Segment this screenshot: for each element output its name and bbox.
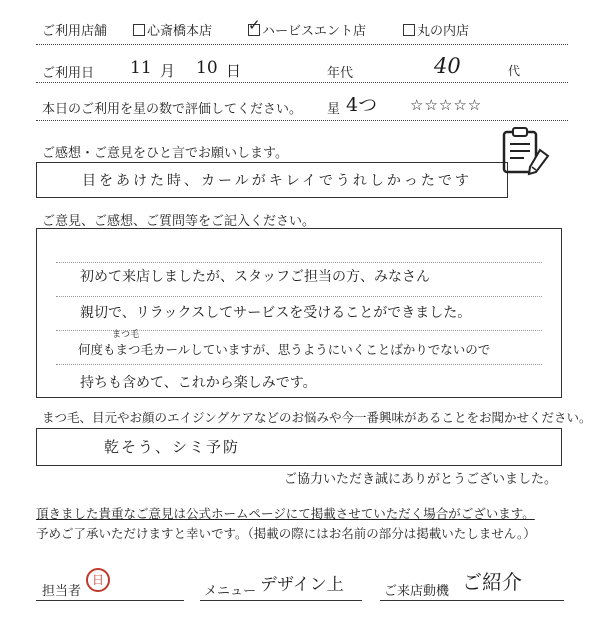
- underline: [36, 600, 184, 601]
- notice-line-2: 予めご了承いただけますと幸いです。（掲載の際にはお名前の部分は掲載いたしません。）: [36, 526, 536, 541]
- checkbox[interactable]: [133, 24, 145, 36]
- age-unit: 代: [508, 64, 521, 78]
- divider: [36, 82, 568, 83]
- underline: [200, 600, 362, 601]
- concerns-answer: 乾そう、シミ予防: [104, 438, 241, 456]
- underline: [380, 600, 564, 601]
- comment-line: 持ちも含めて、これから楽しみです。: [80, 375, 317, 391]
- motive-value: ご紹介: [462, 570, 522, 594]
- comments-prompt: ご意見、ご感想、ご質問等をご記入ください。: [42, 214, 316, 229]
- date-day-unit: 日: [226, 62, 242, 80]
- checkbox[interactable]: [403, 24, 415, 36]
- store-option-marunouchi[interactable]: [403, 20, 469, 39]
- writing-line: [56, 296, 542, 297]
- comment-line: 親切で、リラックスしてサービスを受けることができました。: [80, 305, 472, 321]
- rating-prompt: 本日のご利用を星の数で評価してください。: [42, 102, 303, 117]
- store-option-label: 丸の内店: [417, 24, 470, 39]
- motive-label: ご来店動機: [384, 584, 450, 599]
- writing-line: [56, 364, 542, 365]
- store-option-herbis[interactable]: [248, 16, 367, 39]
- checkbox-checked[interactable]: [248, 16, 261, 36]
- menu-label: メニュー: [204, 584, 257, 599]
- menu-value: デザイン上: [260, 575, 344, 595]
- comment-line: 何度もまつ毛カールしていますが、思うようにいくことばかりでないので: [78, 342, 491, 357]
- date-month-value: 11: [130, 58, 152, 78]
- impression-answer: 目をあけた時、カールがキレイでうれしかったです: [82, 173, 472, 189]
- concerns-prompt: まつ毛、目元やお顔のエイジングケアなどのお悩みや今一番興味があることをお聞かせください。: [42, 410, 592, 425]
- age-value: 40: [434, 54, 461, 78]
- staff-label: 担当者: [42, 584, 82, 599]
- date-month-unit: 月: [160, 62, 176, 80]
- thanks-message: ご協力いただき誠にありがとうございました。: [284, 472, 558, 487]
- writing-line: [56, 262, 542, 263]
- star-label: 星: [327, 102, 341, 117]
- age-label: 年代: [327, 66, 354, 81]
- date-day-value: 10: [196, 58, 218, 78]
- check-mark-icon: ✓: [248, 16, 261, 34]
- staff-stamp: 日: [86, 568, 110, 592]
- notice-line-1: 頂きました貴重なご意見は公式ホームページにて掲載させていただく場合がございます。: [36, 506, 535, 521]
- store-label: ご利用店舗: [42, 24, 108, 39]
- store-option-label: ハービスエント店: [262, 24, 367, 39]
- comment-line: 初めて来店しましたが、スタッフご担当の方、みなさん: [80, 269, 430, 285]
- divider: [36, 44, 568, 45]
- store-option-shinsaibashi[interactable]: [133, 20, 212, 39]
- impression-prompt: ご感想・ご意見をひと言でお願いします。: [42, 146, 288, 161]
- star-rating[interactable]: ☆☆☆☆☆: [410, 96, 483, 114]
- comment-annotation: まつ毛: [112, 330, 140, 340]
- divider: [36, 120, 568, 121]
- date-label: ご利用日: [42, 66, 95, 81]
- rating-value: 4つ: [346, 94, 378, 116]
- store-option-label: 心斎橋本店: [147, 24, 213, 39]
- clipboard-pencil-icon: [496, 126, 554, 178]
